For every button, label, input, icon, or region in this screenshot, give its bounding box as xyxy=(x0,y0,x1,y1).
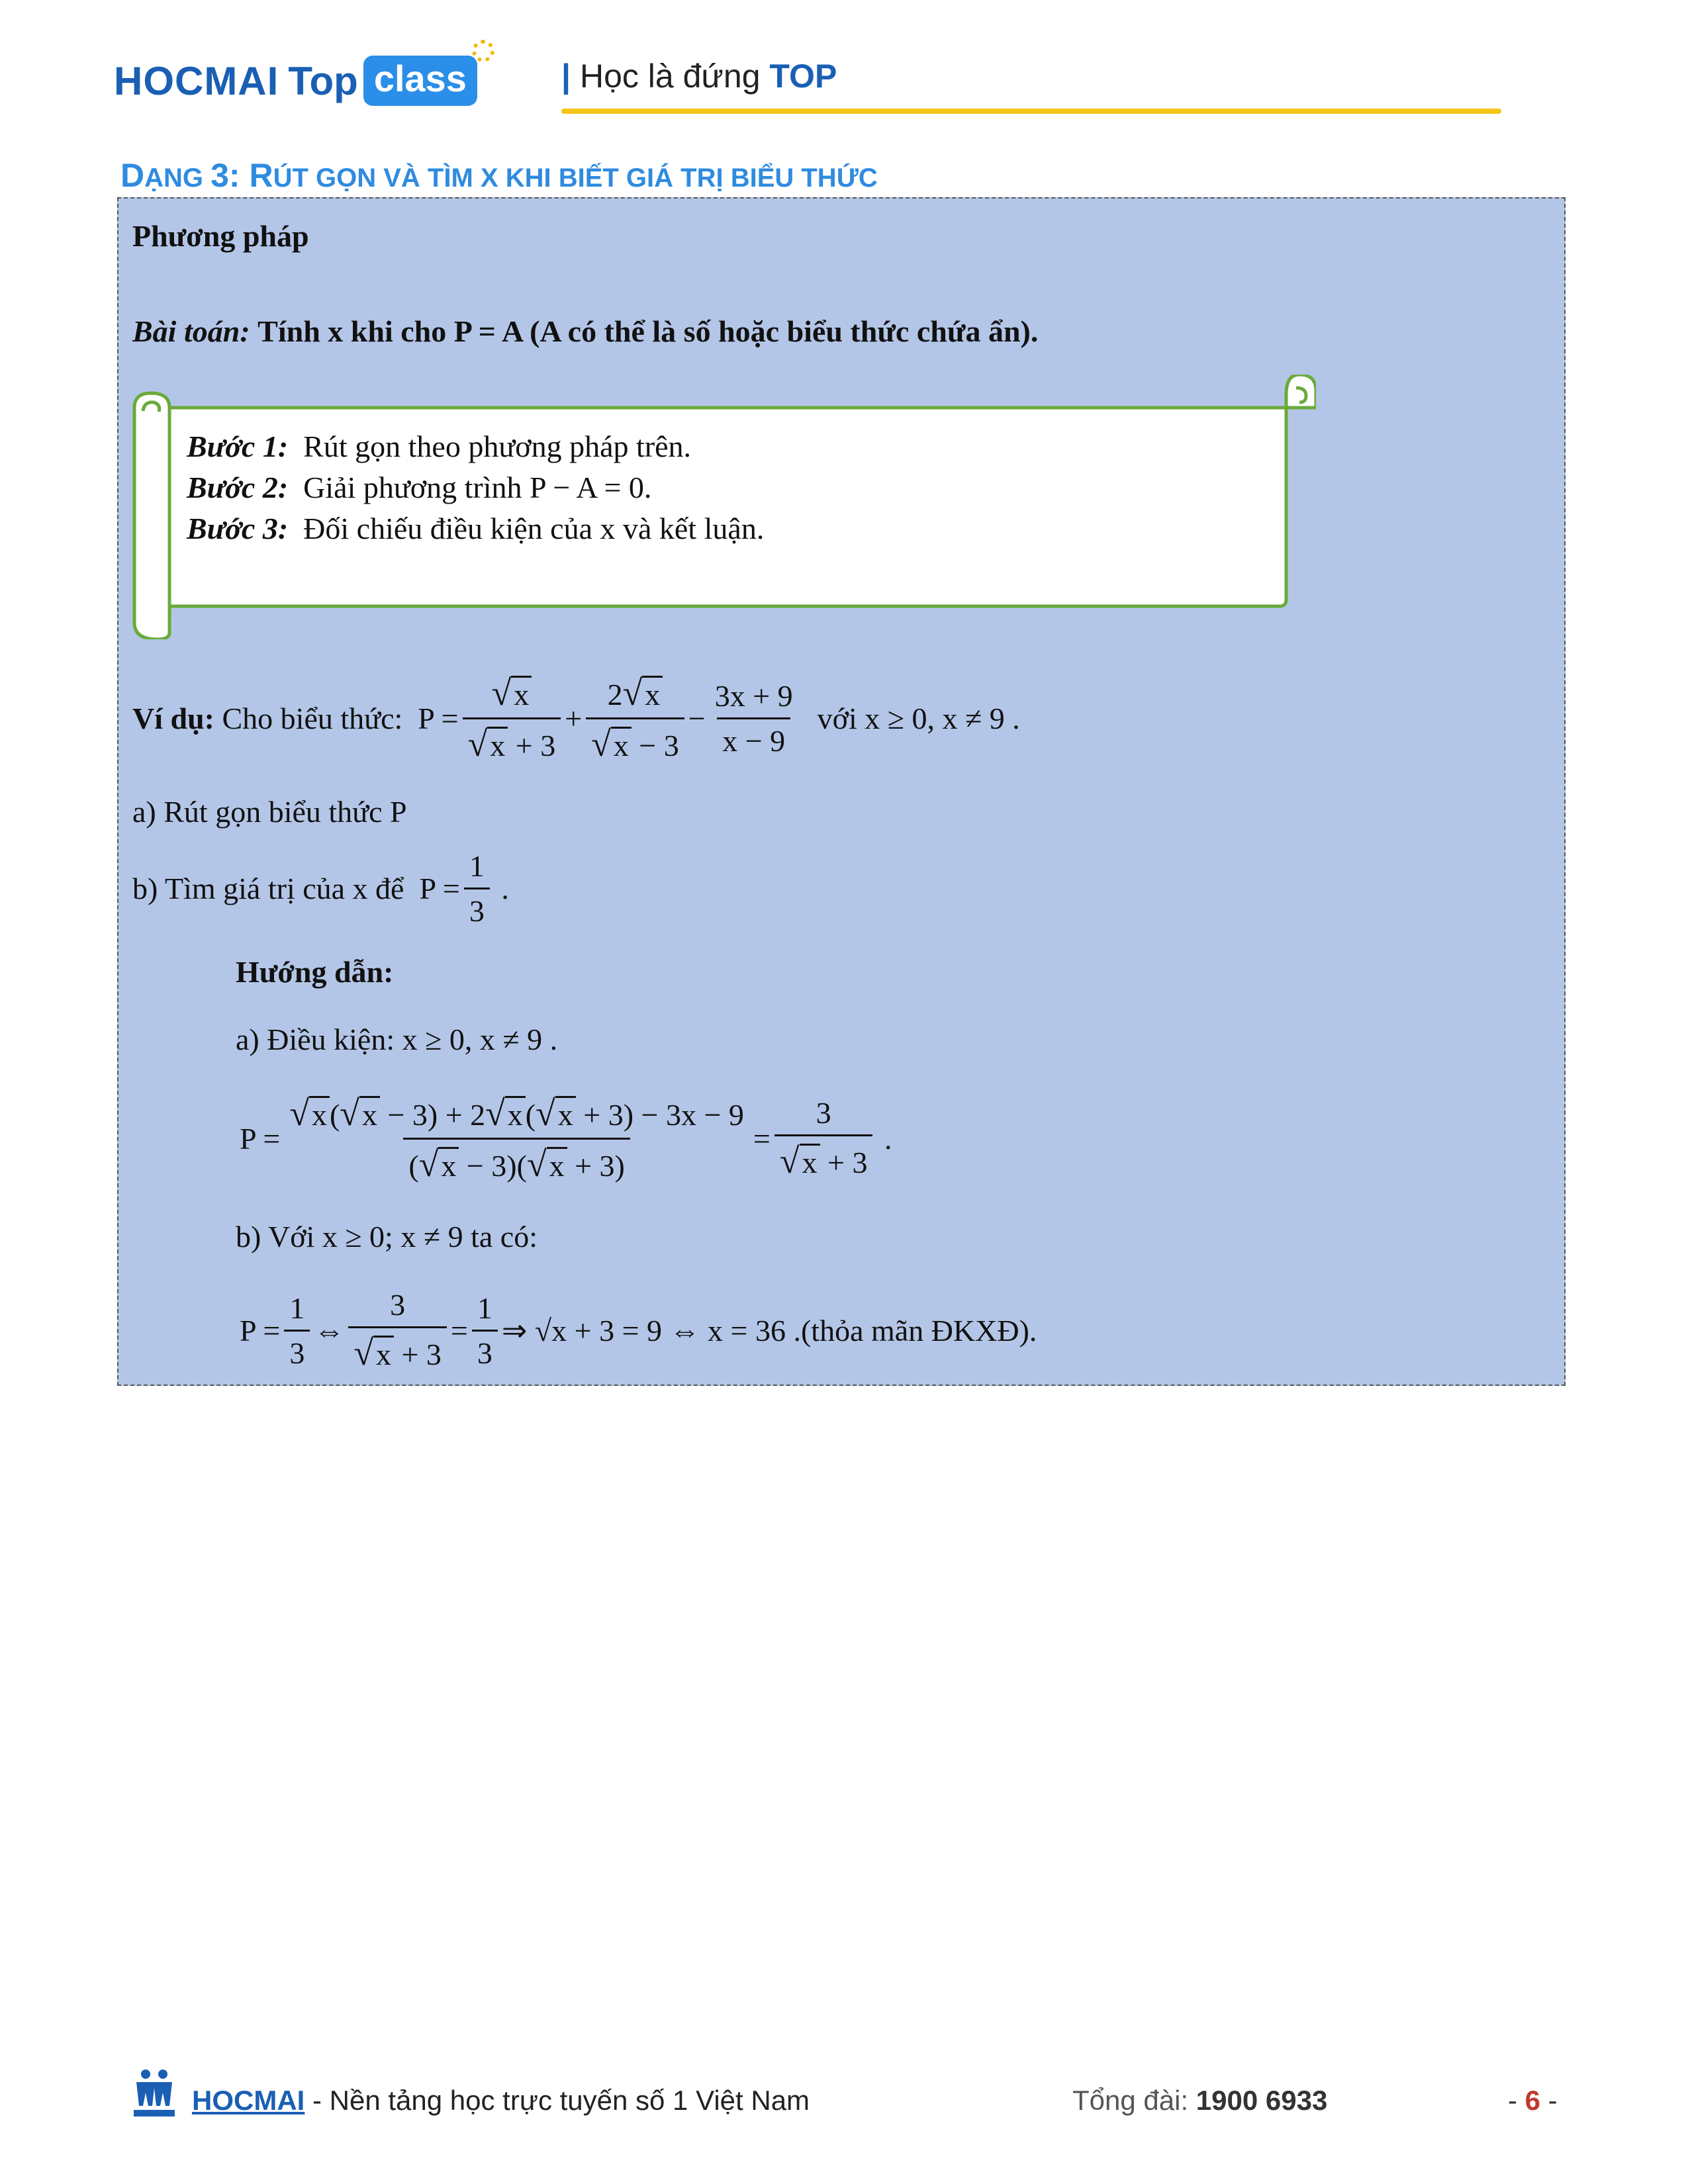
slogan-emph: TOP xyxy=(769,58,837,95)
step-1 xyxy=(187,429,691,464)
sun-icon xyxy=(472,40,494,62)
step-3 xyxy=(187,511,764,546)
hocmai-footer-icon xyxy=(132,2068,176,2118)
solution-a-simplification: P = $\frac{√x(√x - 3) + 2√x(√x + 3) - 3x - 9}{(√x - 3)(√x + 3)}$ = $\frac{3}{√x + 3}$ . xyxy=(240,1093,892,1184)
part-b: b) Tìm giá trị của x để P = $\frac{1}{3}$ . xyxy=(132,848,509,928)
fraction: $\frac{3}{√x + 3}$ xyxy=(774,1095,873,1181)
hocmai-topclass-logo xyxy=(114,48,477,114)
step-text: Giải phương trình P − A = 0. xyxy=(303,471,652,504)
fraction: $\frac{2√x}{√x - 3}$ xyxy=(586,672,684,764)
steps-scroll xyxy=(131,375,1316,639)
problem-text: Tính x khi cho P = A (A có thể là số hoặc biểu thức chứa ẩn). xyxy=(258,314,1039,348)
fraction: $\frac{3}{√x + 3}$ xyxy=(348,1287,447,1373)
slogan-bar: | xyxy=(561,58,571,95)
fraction: $\frac{√x}{√x + 3}$ xyxy=(463,672,561,764)
footer-brand-link[interactable]: HOCMAI xyxy=(192,2085,305,2116)
step-label: Bước 2: xyxy=(187,471,289,504)
footer-hotline xyxy=(1072,2085,1327,2116)
header-slogan xyxy=(561,57,837,95)
title-part: ẠNG xyxy=(144,163,211,193)
fraction: $\frac{1}{3}$ xyxy=(472,1291,498,1371)
step-text: Đối chiếu điều kiện của x và kết luận. xyxy=(303,512,765,545)
step-2 xyxy=(187,470,651,505)
page-number xyxy=(1508,2085,1558,2116)
page-value: 6 xyxy=(1524,2085,1541,2116)
page-suffix: - xyxy=(1540,2085,1558,2116)
hotline-number: 1900 6933 xyxy=(1196,2085,1328,2116)
example-expression: Ví dụ: Cho biểu thức: P = $\frac{√x}{√x + 3}$ + $\frac{2√x}{√x - 3}$ − $\frac{3x + 9}{x - 9}$ với x ≥ 0, x ≠ 9 . xyxy=(132,672,1020,764)
problem-label: Bài toán: xyxy=(132,314,250,348)
logo-class-badge xyxy=(363,56,477,106)
fraction: $\frac{1}{3}$ xyxy=(284,1291,310,1371)
title-part: D xyxy=(120,157,145,194)
logo-top-text: Top xyxy=(288,58,358,103)
fraction: $\frac{1}{3}$ xyxy=(464,848,490,929)
part-a: a) Rút gọn biểu thức P xyxy=(132,795,407,829)
solution-b-intro: b) Với x ≥ 0; x ≠ 9 ta có: xyxy=(236,1220,538,1253)
example-text: Cho biểu thức: xyxy=(222,701,403,735)
part-b-text: b) Tìm giá trị của x để xyxy=(132,871,404,905)
hotline-label: Tổng đài: xyxy=(1072,2085,1196,2116)
solution-b-conclusion: ⇒ √x + 3 = 9 ⇔ x = 36 .(thỏa mãn ĐKXĐ). xyxy=(501,1314,1037,1347)
example-condition: với x ≥ 0, x ≠ 9 . xyxy=(817,701,1020,735)
footer-tagline-text: - Nền tảng học trực tuyến số 1 Việt Nam xyxy=(305,2085,810,2116)
section-title xyxy=(120,156,878,195)
example-label: Ví dụ: xyxy=(132,701,214,735)
fraction: $\frac{√x(√x - 3) + 2√x(√x + 3) - 3x - 9}{(√x - 3)(√x + 3)}$ xyxy=(289,1093,744,1184)
footer-tagline xyxy=(192,2085,810,2116)
title-part: 3: R xyxy=(211,157,273,194)
header-divider xyxy=(561,109,1501,114)
solution-a-condition: a) Điều kiện: x ≥ 0, x ≠ 9 . xyxy=(236,1023,558,1056)
step-text: Rút gọn theo phương pháp trên. xyxy=(303,430,692,463)
step-label: Bước 1: xyxy=(187,430,289,463)
slogan-text: Học là đứng xyxy=(580,58,761,95)
method-heading: Phương pháp xyxy=(132,219,309,253)
title-part: ÚT GỌN VÀ TÌM X KHI BIẾT GIÁ TRỊ BIỂU THỨC xyxy=(273,163,878,193)
guide-heading: Hướng dẫn: xyxy=(236,955,394,989)
logo-hocmai-text: HOCMAI xyxy=(114,58,279,103)
logo-class-text: class xyxy=(373,58,467,99)
solution-b-steps: P = $\frac{1}{3}$ ⇔ $\frac{3}{√x + 3}$ = $\frac{1}{3}$ ⇒ √x + 3 = 9 ⇔ x = 36 .(thỏa mãn ĐKXĐ). xyxy=(240,1288,1037,1373)
page-prefix: - xyxy=(1508,2085,1525,2116)
problem-statement xyxy=(132,314,1038,349)
step-label: Bước 3: xyxy=(187,512,289,545)
fraction: $\frac{3x + 9}{x - 9}$ xyxy=(714,678,793,758)
